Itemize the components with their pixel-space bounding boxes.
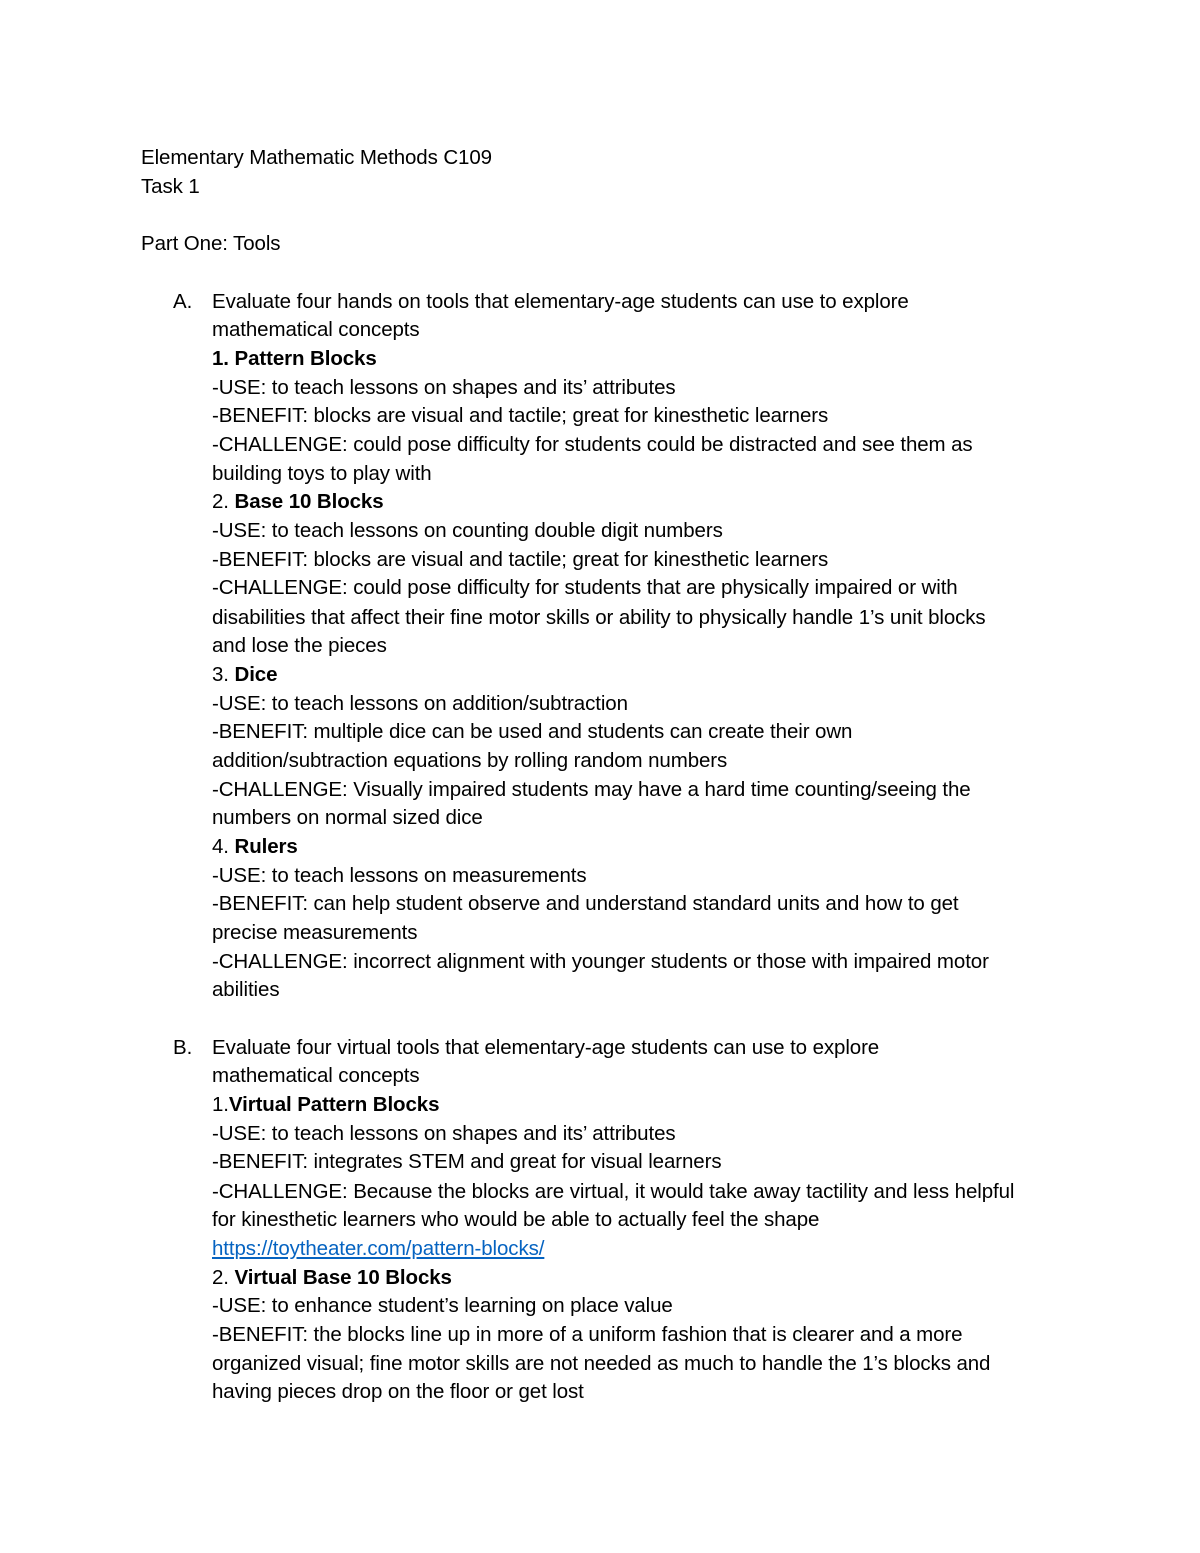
tool-benefit-cont: having pieces drop on the floor or get lost: [212, 1380, 584, 1403]
part-heading: Part One: Tools: [141, 232, 281, 255]
tool-use: -USE: to teach lessons on measurements: [212, 864, 587, 887]
tool-challenge: -CHALLENGE: incorrect alignment with younger students or those with impaired motor: [212, 950, 989, 973]
tool-challenge-cont: disabilities that affect their fine motor skills or ability to physically handle 1’s unit blocks: [212, 606, 986, 629]
tool-benefit: -BENEFIT: multiple dice can be used and students can create their own: [212, 720, 853, 743]
tool-name: Pattern Blocks: [234, 347, 377, 370]
tool-benefit: -BENEFIT: blocks are visual and tactile; great for kinesthetic learners: [212, 548, 829, 571]
tool-heading: [212, 344, 377, 373]
tool-benefit: -BENEFIT: blocks are visual and tactile; great for kinesthetic learners: [212, 404, 829, 427]
pattern-blocks-link[interactable]: https://toytheater.com/pattern-blocks/: [212, 1237, 545, 1260]
tool-heading: [212, 1263, 452, 1292]
tool-name: Virtual Base 10 Blocks: [234, 1266, 452, 1289]
section-b-prompt-cont: mathematical concepts: [212, 1064, 420, 1087]
tool-use: -USE: to teach lessons on addition/subtraction: [212, 692, 628, 715]
tool-challenge: -CHALLENGE: could pose difficulty for students that are physically impaired or with: [212, 576, 958, 599]
tool-use: -USE: to teach lessons on shapes and its’ attributes: [212, 1122, 676, 1145]
tool-challenge-cont: abilities: [212, 978, 280, 1001]
tool-number: 2.: [212, 1266, 235, 1289]
tool-use: -USE: to teach lessons on shapes and its’ attributes: [212, 376, 676, 399]
tool-heading: [212, 660, 277, 689]
tool-number: 1.: [212, 347, 235, 370]
task-label: Task 1: [141, 175, 200, 198]
tool-challenge-cont: and lose the pieces: [212, 634, 387, 657]
tool-heading: [212, 1090, 439, 1119]
section-a-marker: A.: [173, 290, 193, 313]
tool-number: 2.: [212, 490, 235, 513]
tool-benefit: -BENEFIT: integrates STEM and great for visual learners: [212, 1150, 722, 1173]
tool-challenge-cont: building toys to play with: [212, 462, 432, 485]
section-a-prompt-cont: mathematical concepts: [212, 318, 420, 341]
tool-challenge-cont: numbers on normal sized dice: [212, 806, 483, 829]
section-a-prompt: Evaluate four hands on tools that elementary-age students can use to explore: [212, 290, 909, 313]
tool-heading: [212, 487, 384, 516]
tool-name: Rulers: [234, 835, 298, 858]
tool-number: 3.: [212, 663, 235, 686]
section-b-marker: B.: [173, 1036, 193, 1059]
tool-benefit-cont: organized visual; fine motor skills are not needed as much to handle the 1’s blocks and: [212, 1352, 991, 1375]
tool-number: 4.: [212, 835, 235, 858]
tool-benefit-cont: addition/subtraction equations by rolling random numbers: [212, 749, 728, 772]
tool-benefit-cont: precise measurements: [212, 921, 418, 944]
tool-use: -USE: to enhance student’s learning on place value: [212, 1294, 673, 1317]
tool-name: Base 10 Blocks: [234, 490, 384, 513]
tool-name: Virtual Pattern Blocks: [228, 1093, 440, 1116]
tool-name: Dice: [234, 663, 278, 686]
tool-challenge: -CHALLENGE: Because the blocks are virtual, it would take away tactility and less helpful: [212, 1180, 1015, 1203]
tool-challenge: -CHALLENGE: Visually impaired students may have a hard time counting/seeing the: [212, 778, 971, 801]
tool-challenge: -CHALLENGE: could pose difficulty for students could be distracted and see them as: [212, 433, 973, 456]
section-b-prompt: Evaluate four virtual tools that elementary-age students can use to explore: [212, 1036, 880, 1059]
tool-number: 1.: [212, 1093, 229, 1116]
pattern-blocks-link-line: [212, 1234, 544, 1263]
tool-use: -USE: to teach lessons on counting double digit numbers: [212, 519, 723, 542]
course-title: Elementary Mathematic Methods C109: [141, 146, 492, 169]
tool-challenge-cont: for kinesthetic learners who would be able to actually feel the shape: [212, 1208, 820, 1231]
tool-heading: [212, 832, 298, 861]
tool-benefit: -BENEFIT: can help student observe and understand standard units and how to get: [212, 892, 959, 915]
tool-benefit: -BENEFIT: the blocks line up in more of a uniform fashion that is clearer and a more: [212, 1323, 963, 1346]
